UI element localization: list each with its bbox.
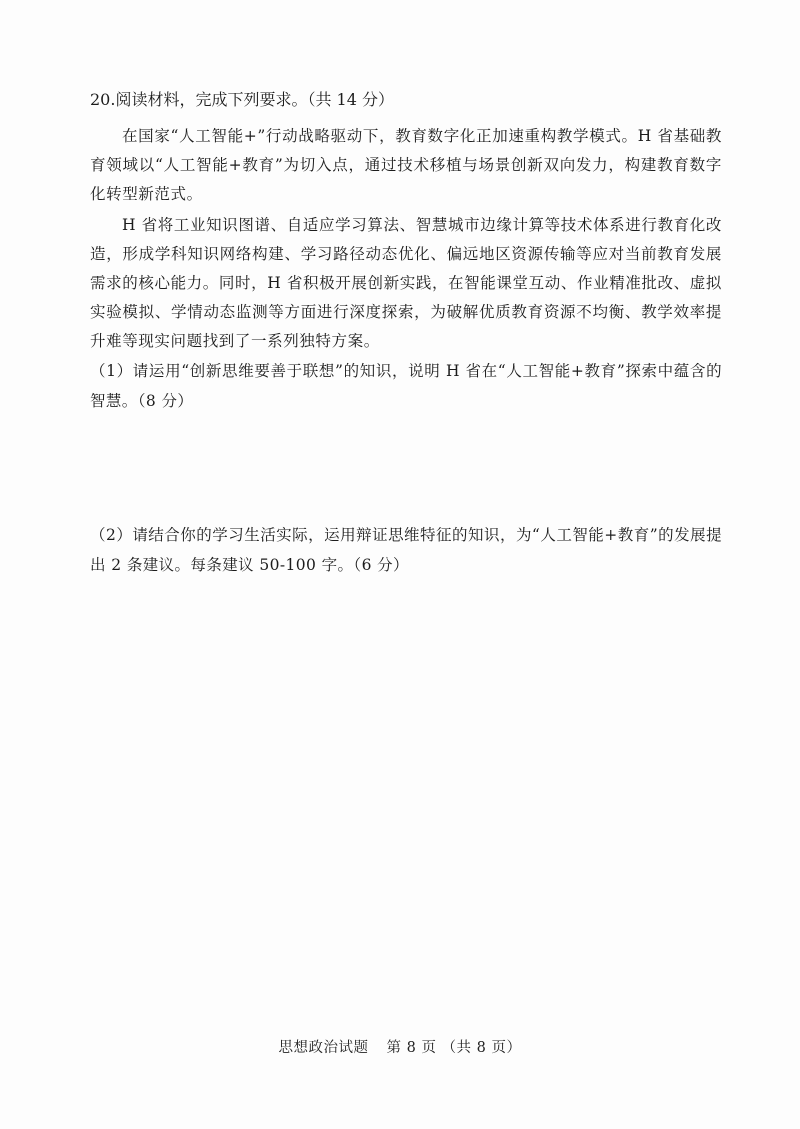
sub-question-2: （2）请结合你的学习生活实际，运用辩证思维特征的知识，为“人工智能+教育”的发展提出 2 条建议。每条建议 50-100 字。（6 分） [90,526,722,574]
material-paragraph: H 省将工业知识图谱、自适应学习算法、智慧城市边缘计算等技术体系进行教育化改造，形成学科知识网络构建、学习路径动态优化、偏远地区资源传输等应对当前教育发展需求的核心能力。同时，H 省积极开展创新实践，在智能课堂互动、作业精准批改、虚拟实验模拟、学情动态监测等方面进行深度探索，为破解优质教育资源不均衡、教学效率提升难等现实问题找到了一系列独特方案。 [90,216,722,350]
footer-subject: 思想政治试题 [278,1040,369,1056]
question-block [90,86,722,580]
footer-page-info: 第 8 页 （共 8 页） [386,1040,522,1056]
page-footer [0,1036,800,1057]
question-title: 20.阅读材料，完成下列要求。（共 14 分） [90,90,394,109]
sub-question-1: （1）请运用“创新思维要善于联想”的知识，说明 H 省在“人工智能+教育”探索中蕴含的智慧。（8 分） [90,362,722,410]
material-paragraph: 在国家“人工智能+”行动战略驱动下，教育数字化正加速重构教学模式。H 省基础教育领域以“人工智能+教育”为切入点，通过技术移植与场景创新双向发力，构建教育数字化转型新范式。 [90,127,722,203]
answer-space [90,416,722,520]
